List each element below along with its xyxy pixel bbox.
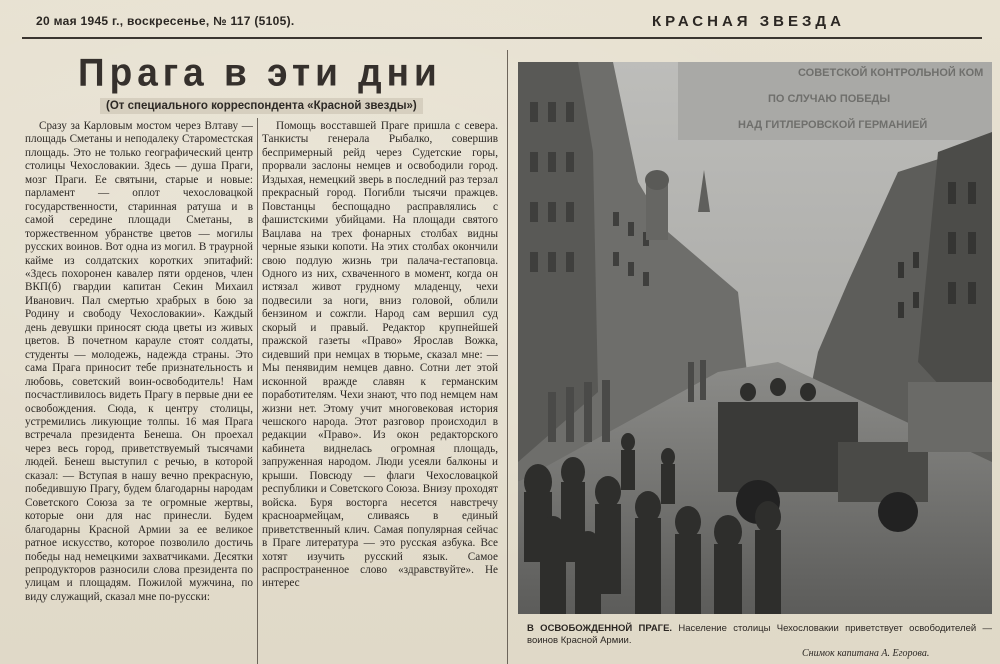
svg-text:НАД ГИТЛЕРОВСКОЙ ГЕРМАНИЕЙ: НАД ГИТЛЕРОВСКОЙ ГЕРМАНИЕЙ [738,119,928,131]
header-rule [22,37,982,39]
svg-text:ПО СЛУЧАЮ ПОБЕДЫ: ПО СЛУЧАЮ ПОБЕДЫ [768,93,891,105]
column-divider [507,50,508,664]
caption-title: В ОСВОБОЖДЕННОЙ ПРАГЕ. [527,623,673,634]
article-byline: (От специального корреспондента «Красной звезды») [100,98,423,114]
street-photo [518,62,992,614]
newspaper-title: КРАСНАЯ ЗВЕЗДА [652,13,845,30]
article-column-2: Помощь восставшей Праге пришла с севера. Танкисты генерала Рыбалко, совершив беспримерный рейд через Судетские горы, прорвали заслоны немцев и освободили город. Издыхая, немецкий зверь в последний раз терзал прекрасный город. Погибли тысячи пражцев. Повстанцы беспощадно расправлялись с фашистскими убийцами. На площади святого Вацлава на трех фонарных столбах видны черные языки копоти. На этих столбах окончили свою подлую жизнь три палача-гестаповца. Одного из них, схваченного в момент, когда он истязал живот грудному младенцу, чехи подвесили за ноги, вниз головой, облили бензином и сожгли. Народ сам вершил суд скорый и правый. Редактор крупнейшей пражской газеты «Право» Ярослав Вожка, сидевший при немцах в тюрьме, сказал мне: — Мы пенявидим немцев давно. Сотни лет этой исконной вражде славян к германским поработителям. Чехи знают, что под немцем нам жизни нет. Этому учит многовековая история чешского народа. Этот разговор происходил в редакции «Право». Из окон редакторского кабинета виднелась огромная площадь, запруженная народом. Люди усеяли балконы и крыши. Повсюду — флаги Чехословацкой республики и Советского Союза. Внизу проходят войска. Буря восторга несется навстречу красноармейцам, сливаясь в единый приветственный клич. Самая популярная сейчас в Праге литература — это русская азбука. Все хотят изучить русский язык. Самое распространенное слово «здравствуйте». Не интерес [262,120,498,590]
issue-date-line: 20 мая 1945 г., воскресенье, № 117 (5105). [36,14,295,28]
article-column-1: Сразу за Карловым мостом через Влтаву — площадь Сметаны и неподалеку Староместская площадь. Это не только географический центр столицы Чехословакии. Здесь — душа Праги, мозг Праги. Ее святыни, старые и новые: парламент — оплот чехословацкой государственности, старинная ратуша и в самой середине площади Сметаны, в торжественном убранстве цветов — могилы русских воинов. Вот одна из могил. В траурной кайме из солдатских коротких эпитафий: «Здесь похоронен кавалер пяти орденов, член ВКП(б) гвардии капитан Секин Михаил Иванович. Пал смертью храбрых в бою за Родину и свободу Чехословакии». Каждый день девушки приносят сюда цветы из живых цветов. В почетном карауле стоят солдаты, студенты — молодежь, надежда страны. Это сама Прага приносит тебе признательность и любовь, советский воин-освободитель! Нам посчастливилось видеть Прагу в первые дни ее освобождения. Сюда, к центру столицы, устремились ликующие толпы. 16 мая Прага встречала президента Бенеша. Он проехал через весь город, приветствуемый тысячами людей. Бенеш выступил с речью, в которой сказал: — Вступая в нашу вечно прекрасную, победившую Прагу, будем благодарны народам Советского Союза за те огромные жертвы, которые они для нас принесли. Будем благодарны Красной Армии за ее великое ратное искусство, которое позволило достичь победы над немецкими захватчиками. Десятки репродукторов разносили слова президента по улицам и площадям. Пожилой мужчина, по виду служащий, сказал мне по-русски: [25,120,253,603]
caption-text: Население столицы Чехословакии приветствует освободителей — воинов Красной Армии. [527,623,992,646]
photo-caption [527,623,992,647]
article-headline: Прага в эти дни [78,50,442,94]
newspaper-header [0,0,1000,42]
photo-credit: Снимок капитана А. Егорова. [802,648,930,659]
column-divider [257,118,258,664]
banner-line: СОВЕТСКОЙ КОНТРОЛЬНОЙ КОМ [798,67,984,79]
